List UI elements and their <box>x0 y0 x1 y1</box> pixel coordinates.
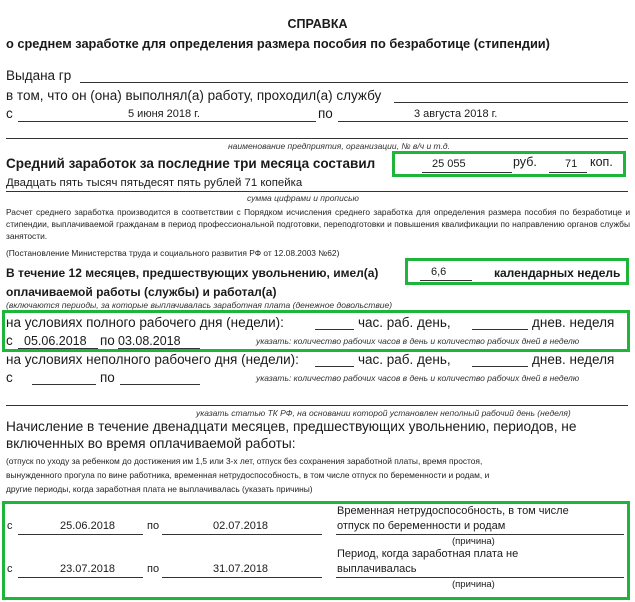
period-2-to: 31.07.2018 <box>213 563 269 575</box>
period-2-reason-1: Период, когда заработная плата не <box>337 548 519 560</box>
unpaid-heading-2: включенных во время оплачиваемой работы: <box>6 436 296 451</box>
work-from-label: с <box>6 106 13 121</box>
period-2-reason-field[interactable] <box>336 577 624 578</box>
period-1-from: 25.06.2018 <box>60 520 116 532</box>
twelve-months-label-1: В течение 12 месяцев, предшествующих увольнению, имел(а) <box>6 266 379 280</box>
part-time-to-field[interactable] <box>120 384 200 385</box>
period-2-reason-hint: (причина) <box>452 579 495 590</box>
part-time-from-label: с <box>6 370 13 385</box>
work-from-value: 5 июня 2018 г. <box>128 108 200 120</box>
avg-salary-amount: 25 055 <box>432 158 466 170</box>
twelve-months-hint: (включаются периоды, за которые выплачивалась заработная плата (денежное довольствие) <box>6 300 393 310</box>
work-from-field[interactable] <box>18 121 316 122</box>
work-hint: наименование предприятия, организации, № в/ч и т.д. <box>228 141 450 151</box>
period-2-to-label: по <box>147 563 160 575</box>
kop-label: коп. <box>590 155 613 169</box>
period-2-from: 23.07.2018 <box>60 563 116 575</box>
rub-label: руб. <box>513 155 537 169</box>
work-label: в том, что он (она) выполнял(а) работу, проходил(а) службу <box>6 88 382 103</box>
document-title: СПРАВКА <box>287 17 348 31</box>
period-1-to-field[interactable] <box>162 534 322 535</box>
period-1-from-field[interactable] <box>18 534 143 535</box>
period-1-reason-2: отпуск по беременности и родам <box>337 520 506 532</box>
full-time-from-label: с <box>6 333 13 348</box>
period-2-reason-2: выплачивалась <box>337 563 417 575</box>
full-time-to-value: 03.08.2018 <box>118 334 181 348</box>
part-time-hours-field[interactable] <box>315 366 354 367</box>
full-time-highlight <box>2 310 630 352</box>
avg-salary-kopecks: 71 <box>565 158 578 170</box>
part-time-label: на условиях неполного рабочего дня (недели): <box>6 352 299 367</box>
period-2-from-field[interactable] <box>18 577 143 578</box>
avg-salary-in-words: Двадцать пять тысяч пятьдесят пять рублей 71 копейка <box>6 177 303 189</box>
full-time-hours-label: час. раб. день, <box>358 315 451 330</box>
full-time-days-label: днев. неделя <box>532 315 615 330</box>
org-line[interactable] <box>6 138 628 139</box>
unpaid-note-2: вынужденного прогула по вине работника, временная нетрудоспособность, в том числе отпуск по беременности и родам, и <box>6 470 490 480</box>
unpaid-heading-1: Начисление в течение двенадцати месяцев, предшествующих увольнению, периодов, не <box>6 419 577 434</box>
period-2-to-field[interactable] <box>162 577 322 578</box>
unpaid-note-1: (отпуск по уходу за ребенком до достижения им 1,5 или 3-х лет, отпуск без сохранения заработной платы, время простоя, <box>6 456 483 466</box>
issued-field[interactable] <box>80 82 628 83</box>
work-org-field[interactable] <box>394 102 628 103</box>
twelve-months-label-2: оплачиваемой работы (службы) и работал(а) <box>6 285 277 299</box>
period-1-to: 02.07.2018 <box>213 520 269 532</box>
period-1-reason-1: Временная нетрудоспособность, в том числе <box>337 505 569 517</box>
calc-note: Расчет среднего заработка производится в соответствии с Порядком исчисления среднего заработка для определения размера пособия по безработице и стипендии, выплачиваемой гражданам в период профессиональной подготовки, переподготовки и повышения квалификации по направлению органов службы занятости. <box>6 207 630 242</box>
period-1-reason-hint: (причина) <box>452 536 495 547</box>
weeks-value: 6,6 <box>431 266 447 278</box>
period-1-to-label: по <box>147 520 160 532</box>
work-to-value: 3 августа 2018 г. <box>414 108 498 120</box>
full-time-to-label: по <box>100 333 115 348</box>
part-time-hint: указать: количество рабочих часов в день и количество рабочих дней в неделю <box>256 373 580 383</box>
article-hint: указать статью ТК РФ, на основании которой установлен неполный рабочий день (неделя) <box>196 408 571 418</box>
period-1-reason-field[interactable] <box>336 534 624 535</box>
work-to-field[interactable] <box>338 121 628 122</box>
part-time-hours-label: час. раб. день, <box>358 352 451 367</box>
full-time-hint: указать: количество рабочих часов в день и количество рабочих дней в неделю <box>256 336 580 346</box>
full-time-label: на условиях полного рабочего дня (недели): <box>6 315 284 330</box>
part-time-from-field[interactable] <box>32 384 96 385</box>
period-1-from-label: с <box>7 520 13 532</box>
decree-note: (Постановление Министерства труда и социального развития РФ от 12.08.2003 №62) <box>6 248 340 258</box>
work-to-label: по <box>318 106 333 121</box>
salary-highlight <box>392 151 626 177</box>
document-subtitle: о среднем заработке для определения размера пособия по безработице (стипендии) <box>6 36 550 51</box>
part-time-days-label: днев. неделя <box>532 352 615 367</box>
part-time-days-field[interactable] <box>472 366 528 367</box>
article-line[interactable] <box>6 405 628 406</box>
issued-label: Выдана гр <box>6 68 72 83</box>
unpaid-note-3: другие периоды, когда заработная плата не выплачивалась (указать причины) <box>6 484 313 494</box>
full-time-from-value: 05.06.2018 <box>24 334 87 348</box>
in-words-line[interactable] <box>6 191 628 192</box>
words-hint: сумма цифрами и прописью <box>247 193 359 203</box>
part-time-to-label: по <box>100 370 115 385</box>
weeks-highlight <box>405 258 629 285</box>
avg-salary-label: Средний заработок за последние три месяца составил <box>6 156 376 171</box>
weeks-label: календарных недель <box>494 266 621 280</box>
period-2-from-label: с <box>7 563 13 575</box>
